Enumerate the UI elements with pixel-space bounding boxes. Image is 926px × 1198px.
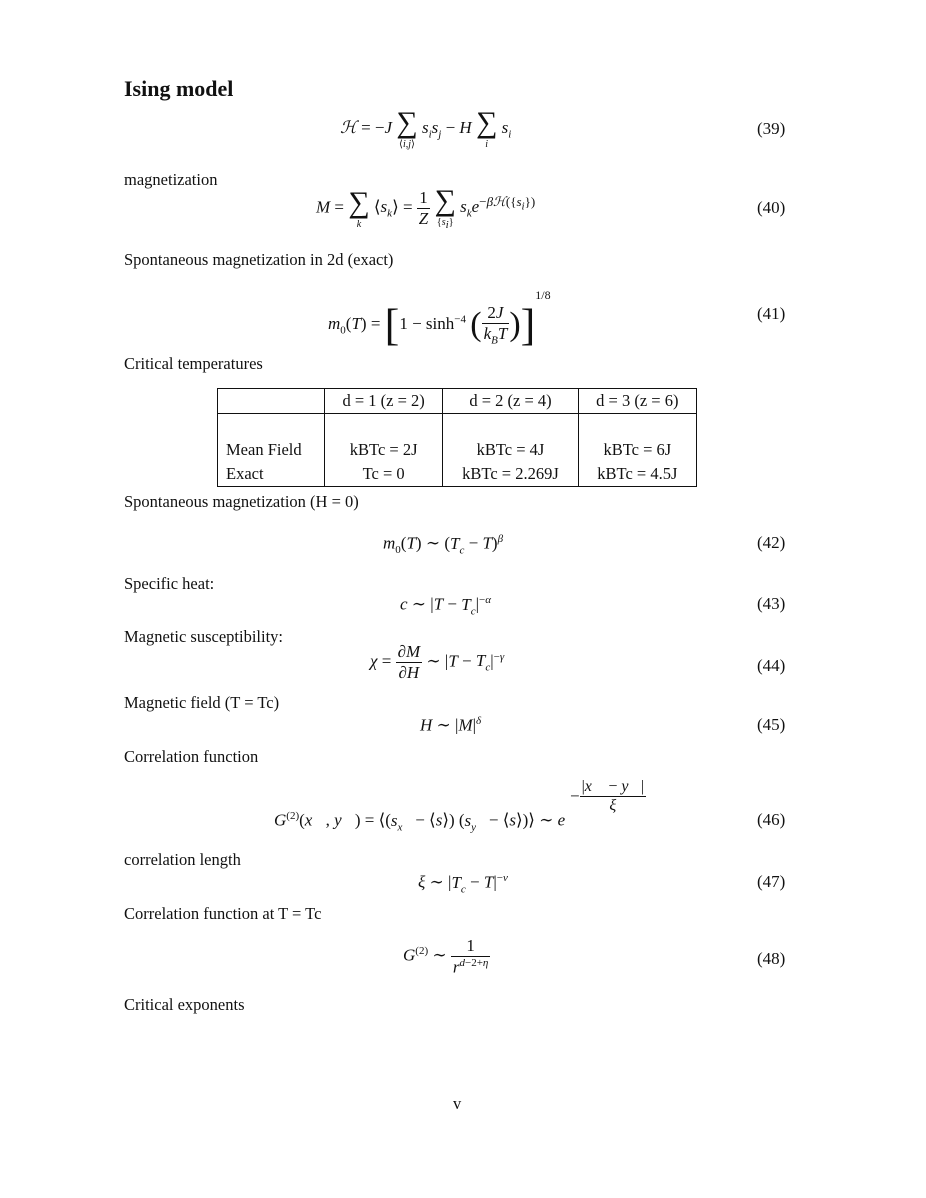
page-number: v <box>453 1094 462 1113</box>
table-header-cell <box>218 389 325 414</box>
table-cell: kBTc = 4J <box>443 438 578 462</box>
label-spontaneous-h0: Spontaneous magnetization (H = 0) <box>124 492 359 511</box>
table-row <box>218 438 697 462</box>
equation-number-39: (39) <box>757 119 786 138</box>
equation-number-45: (45) <box>757 715 786 734</box>
label-critical-temperatures: Critical temperatures <box>124 354 263 373</box>
equation-number-46: (46) <box>757 810 786 829</box>
equation-43: c ∼ $|T - T_c|^{-\alpha}$ <box>400 594 492 618</box>
label-magnetic-field: Magnetic field (T = Tc) <box>124 693 280 712</box>
equation-39: ℋ = −J ∑ ⟨i,j⟩ $s_is_j - H$ ∑ i $s_i$ <box>340 106 512 150</box>
equation-46: $G^{(2)}(x⃗$, y⃗) = $⟨(s_{x⃗}$ − ⟨s⟩) ($s_{y⃗}$ − ⟨s⟩)⟩ ∼ e <box>274 810 566 834</box>
table-header-cell: d = 2 (z = 4) <box>443 389 578 414</box>
equation-45: H ∼ $|M|^\delta$ <box>420 715 482 735</box>
table-header-cell: d = 1 (z = 2) <box>325 389 443 414</box>
equation-48: $G^{(2)}$ ∼ $\frac{1}{r^{d-2+\eta}}$ <box>403 936 489 977</box>
label-susceptibility: Magnetic susceptibility: <box>124 627 284 646</box>
table-cell: kBTc = 2J <box>325 438 443 462</box>
equation-42: $m_0(T)$ ∼ $(T_c - T)^\beta$ <box>383 533 504 557</box>
label-correlation-length: correlation length <box>124 850 241 869</box>
table-header-cell: d = 3 (z = 6) <box>578 389 696 414</box>
equation-number-48: (48) <box>757 949 786 968</box>
equation-number-42: (42) <box>757 533 786 552</box>
table-row <box>218 462 697 487</box>
equation-number-41: (41) <box>757 304 786 323</box>
equation-40: M = ∑ k $⟨s_k⟩$ = $\frac{1}{Z}$ ∑ $\{s_i\}$ $s_ke^{-\beta ℋ(\{s_i\})}$ <box>316 184 536 231</box>
equation-number-43: (43) <box>757 594 786 613</box>
label-correlation-at-tc: Correlation function at T = Tc <box>124 904 322 923</box>
section-title: Ising model <box>124 76 234 101</box>
critical-temperature-table <box>217 388 697 487</box>
table-cell: kBTc = 4.5J <box>578 462 696 487</box>
equation-44: χ = $\frac{\partial M}{\partial H}$ ∼ $|T - T_c|^{-\gamma}$ <box>370 642 505 682</box>
equation-number-44: (44) <box>757 656 786 675</box>
equation-number-47: (47) <box>757 872 786 891</box>
table-cell: kBTc = 6J <box>578 438 696 462</box>
equation-47: ξ ∼ $|T_c - T|^{-\nu}$ <box>418 872 508 896</box>
label-critical-exponents: Critical exponents <box>124 995 245 1014</box>
equation-number-40: (40) <box>757 198 786 217</box>
table-row-label: Exact <box>218 462 325 487</box>
label-spontaneous-2d: Spontaneous magnetization in 2d (exact) <box>124 250 394 269</box>
equation-41: $m_0(T) = [1 - \sinh^{-4}$ ( $\frac{2J}{k_BT}$ )]$^{1/8}$ <box>328 288 551 350</box>
table-header-row <box>218 389 697 414</box>
table-row-label: Mean Field <box>218 438 325 462</box>
equation-46-exponent: − $\frac{|x⃗ - y⃗|}{\xi}$ <box>570 778 645 814</box>
table-cell: Tc = 0 <box>325 462 443 487</box>
label-correlation-function: Correlation function <box>124 747 259 766</box>
label-magnetization: magnetization <box>124 170 218 189</box>
table-cell: kBTc = 2.269J <box>443 462 578 487</box>
label-specific-heat: Specific heat: <box>124 574 215 593</box>
